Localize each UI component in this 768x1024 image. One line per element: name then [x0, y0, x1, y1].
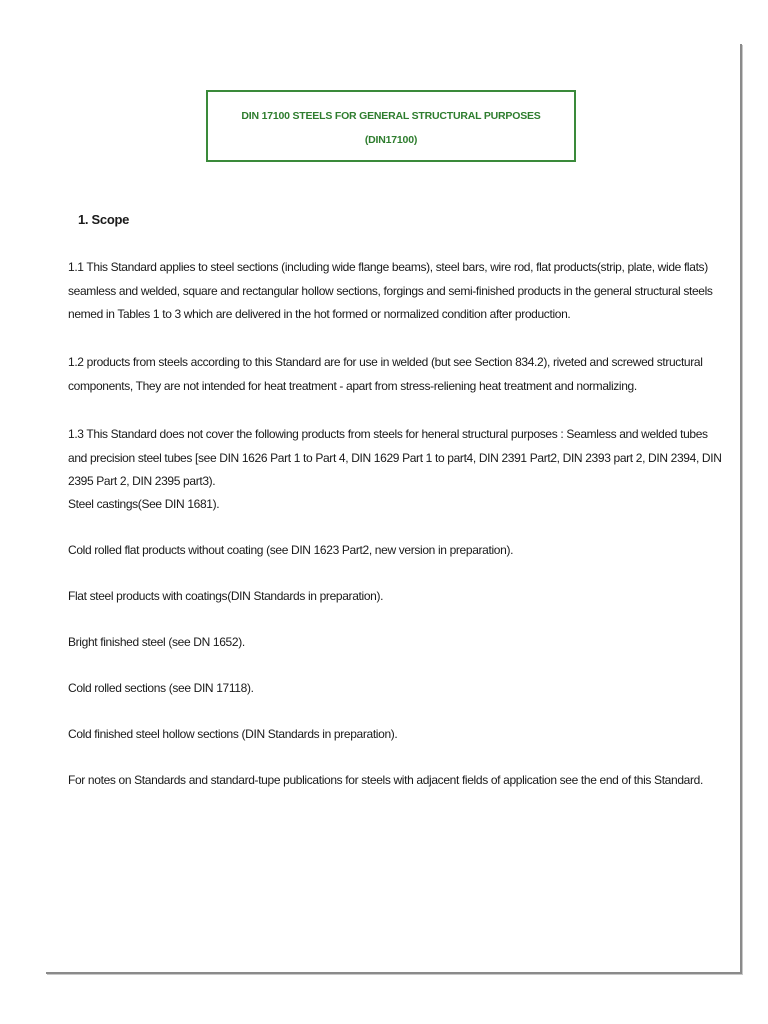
title-box: [206, 90, 576, 162]
paragraph-steel-castings: Steel castings(See DIN 1681).: [68, 497, 220, 511]
paragraph-1-3: 1.3 This Standard does not cover the following products from steels for heneral structural purposes : Seamless and welded tubes and precision steel tubes [see DIN 1626 Part 1 to Part 4, DIN 1629 Part 1 to part4, DIN 2391 Part2, DIN 2393 part 2, DIN 2394, DIN 2395 Part 2, DIN 2395 part3).: [68, 427, 722, 488]
paragraph-1-2: 1.2 products from steels according to this Standard are for use in welded (but see Section 834.2), riveted and screwed structural components, They are not intended for heat treatment - apart from stress-reliening heat treatment and normalizing.: [68, 355, 703, 393]
paragraph-cold-rolled-flat: Cold rolled flat products without coating (see DIN 1623 Part2, new version in preparation).: [68, 543, 514, 557]
paragraph-1-1: 1.1 This Standard applies to steel sections (including wide flange beams), steel bars, wire rod, flat products(strip, plate, wide flats) seamless and welded, square and rectangular hollow sections, forgings and semi-finished products in the general structural steels nemed in Tables 1 to 3 which are delivered in the hot formed or normalized condition after production.: [68, 260, 713, 321]
paragraph-cold-rolled-sections: Cold rolled sections (see DIN 17118).: [68, 681, 254, 695]
paragraph-bright-finished: Bright finished steel (see DN 1652).: [68, 635, 245, 649]
document-title: DIN 17100 STEELS FOR GENERAL STRUCTURAL PURPOSES: [241, 110, 541, 122]
paragraph-flat-coated: Flat steel products with coatings(DIN Standards in preparation).: [68, 589, 384, 603]
paragraph-notes: For notes on Standards and standard-tupe publications for steels with adjacent fields of application see the end of this Standard.: [68, 773, 703, 787]
document-subtitle: (DIN17100): [364, 134, 418, 146]
section-heading: 1. Scope: [78, 212, 130, 227]
paragraph-hollow-sections: Cold finished steel hollow sections (DIN Standards in preparation).: [68, 727, 398, 741]
document-page: [46, 44, 742, 974]
